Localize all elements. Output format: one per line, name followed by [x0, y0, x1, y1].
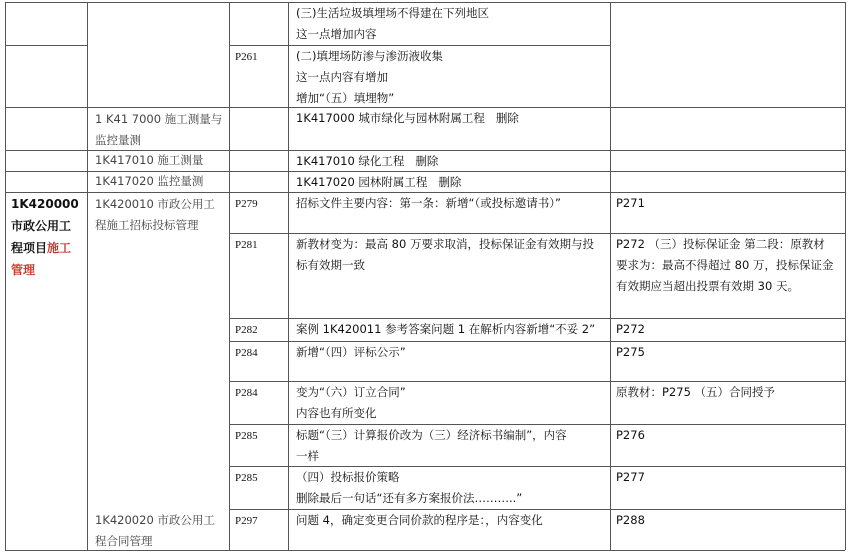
change-content-cell-line: 1K417010 绿化工程 删除	[296, 154, 439, 168]
change-content-cell-line: 这一点内容有增加	[296, 70, 388, 84]
new-page-cell: P284	[235, 387, 258, 399]
chapter-cell-line: 1K420020 市政公用工	[95, 513, 215, 527]
merge-mask	[88, 44, 229, 47]
change-content-cell	[296, 108, 608, 129]
merge-mask	[88, 465, 229, 468]
change-content-cell-line: 新增“（四）评标公示”	[296, 345, 406, 359]
chapter-cell-line: 1K420010 市政公用工	[95, 197, 215, 211]
change-content-cell	[296, 319, 608, 340]
old-page-cell-line: P276	[616, 428, 645, 442]
old-page-cell-line: P275	[616, 345, 645, 359]
merge-mask	[88, 340, 229, 343]
change-content-cell-line: （四）投标报价策略	[296, 470, 400, 484]
chapter-cell-line: 1K417010 施工测量	[95, 153, 204, 167]
change-content-cell-line: 标有效期一致	[296, 258, 365, 272]
main-topic-line3-b: 施工	[47, 241, 72, 255]
change-content-cell-line: 1K417020 园林附属工程 删除	[296, 175, 462, 189]
main-topic-line3-a: 程项目	[11, 241, 48, 255]
change-content-cell	[296, 172, 608, 193]
chapter-cell-line: 程施工招标投标管理	[95, 218, 199, 232]
change-content-cell-line: 标题“（三）计算报价改为（三）经济标书编制”，内容	[296, 428, 567, 442]
old-page-cell-line: P272	[616, 322, 645, 336]
chapter-cell	[95, 510, 227, 552]
change-content-cell	[296, 467, 608, 509]
change-content-cell-line: 招标文件主要内容：第一条：新增“（或投标邀请书）”	[296, 196, 561, 210]
change-content-cell	[296, 234, 608, 276]
new-page-cell: P282	[235, 324, 258, 336]
new-page-cell: P285	[235, 472, 258, 484]
change-content-cell	[296, 3, 608, 45]
merge-mask	[88, 423, 229, 426]
chapter-cell-line: 程合同管理	[95, 534, 153, 548]
new-page-cell: P279	[235, 198, 258, 210]
column-divider	[229, 2, 230, 550]
change-content-cell-line: 一样	[296, 449, 319, 463]
change-content-cell-line: (二)填埋场防渗与渗沥液收集	[296, 49, 443, 63]
change-content-cell	[296, 46, 608, 109]
chapter-cell	[95, 194, 227, 236]
change-content-cell-line: 案例 1K420011 参考答案问题 1 在解析内容新增“不妥 2”	[296, 322, 596, 336]
change-content-cell-line: 内容也有所变化	[296, 406, 377, 420]
chapter-cell	[95, 150, 227, 171]
chapter-cell	[95, 171, 227, 192]
main-topic-line2: 市政公用工	[11, 219, 72, 233]
change-content-cell-line: 增加“（五）填埋物”	[296, 91, 395, 105]
old-page-cell-line: 要求为：最高不得超过 80 万，投标保证金	[616, 258, 834, 272]
change-content-cell-line: 问题 4，确定变更合同价款的程序是：，内容变化	[296, 513, 543, 527]
new-page-cell: P285	[235, 430, 258, 442]
old-page-cell-line: P271	[616, 196, 645, 210]
old-page-cell-line: 有效期应当超出投票有效期 30 天。	[616, 279, 799, 293]
main-topic-cell	[11, 193, 79, 281]
old-page-cell-line: 原教材：P275 （五）合同授予	[616, 385, 776, 399]
old-page-cell-line: P277	[616, 470, 645, 484]
merge-mask	[88, 380, 229, 383]
old-page-cell	[616, 319, 843, 340]
column-divider	[5, 2, 6, 550]
chapter-cell	[95, 109, 227, 151]
column-divider	[845, 2, 846, 550]
main-topic-line	[11, 237, 79, 259]
chapter-cell-line: 1 K41 7000 施工测量与	[95, 112, 223, 126]
main-topic-line	[11, 259, 79, 281]
old-page-cell	[616, 234, 843, 297]
change-content-cell-line: 1K417000 城市绿化与园林附属工程 删除	[296, 111, 519, 125]
old-page-cell-line: P288	[616, 513, 645, 527]
change-content-cell	[296, 510, 608, 531]
change-content-cell-line: 这一点增加内容	[296, 27, 377, 41]
old-page-cell	[616, 425, 843, 446]
old-page-cell	[616, 193, 843, 214]
column-divider	[288, 2, 289, 550]
change-content-cell-line: (三)生活垃圾填埋场不得建在下列地区	[296, 6, 489, 20]
change-content-cell	[296, 382, 608, 424]
old-page-cell	[616, 342, 843, 363]
change-content-cell	[296, 151, 608, 172]
change-content-cell-line: 删除最后一句话“还有多方案报价法………..”	[296, 491, 523, 505]
old-page-cell	[616, 510, 843, 531]
change-content-cell-line: 变为“（六）订立合同”	[296, 385, 406, 399]
main-topic-line4: 管理	[11, 263, 36, 277]
merge-mask	[88, 317, 229, 320]
old-page-cell-line: P272 （三）投标保证金 第二段：原教材	[616, 237, 825, 251]
change-content-cell	[296, 193, 608, 214]
new-page-cell: P261	[235, 51, 258, 63]
change-content-cell	[296, 342, 608, 363]
main-topic-line	[11, 193, 79, 215]
change-content-cell-line: 新教材变为：最高 80 万要求取消，投标保证金有效期与投	[296, 237, 594, 251]
chapter-cell-line: 监控量测	[95, 133, 141, 147]
column-divider	[610, 2, 611, 550]
new-page-cell: P284	[235, 347, 258, 359]
new-page-cell: P281	[235, 239, 258, 251]
new-page-cell: P297	[235, 515, 258, 527]
main-topic-line1: 1K420000	[11, 197, 79, 211]
old-page-cell	[616, 467, 843, 488]
old-page-cell	[616, 382, 843, 403]
main-topic-line	[11, 215, 79, 237]
change-content-cell	[296, 425, 608, 467]
merge-mask	[611, 44, 845, 47]
chapter-cell-line: 1K417020 监控量测	[95, 174, 204, 188]
